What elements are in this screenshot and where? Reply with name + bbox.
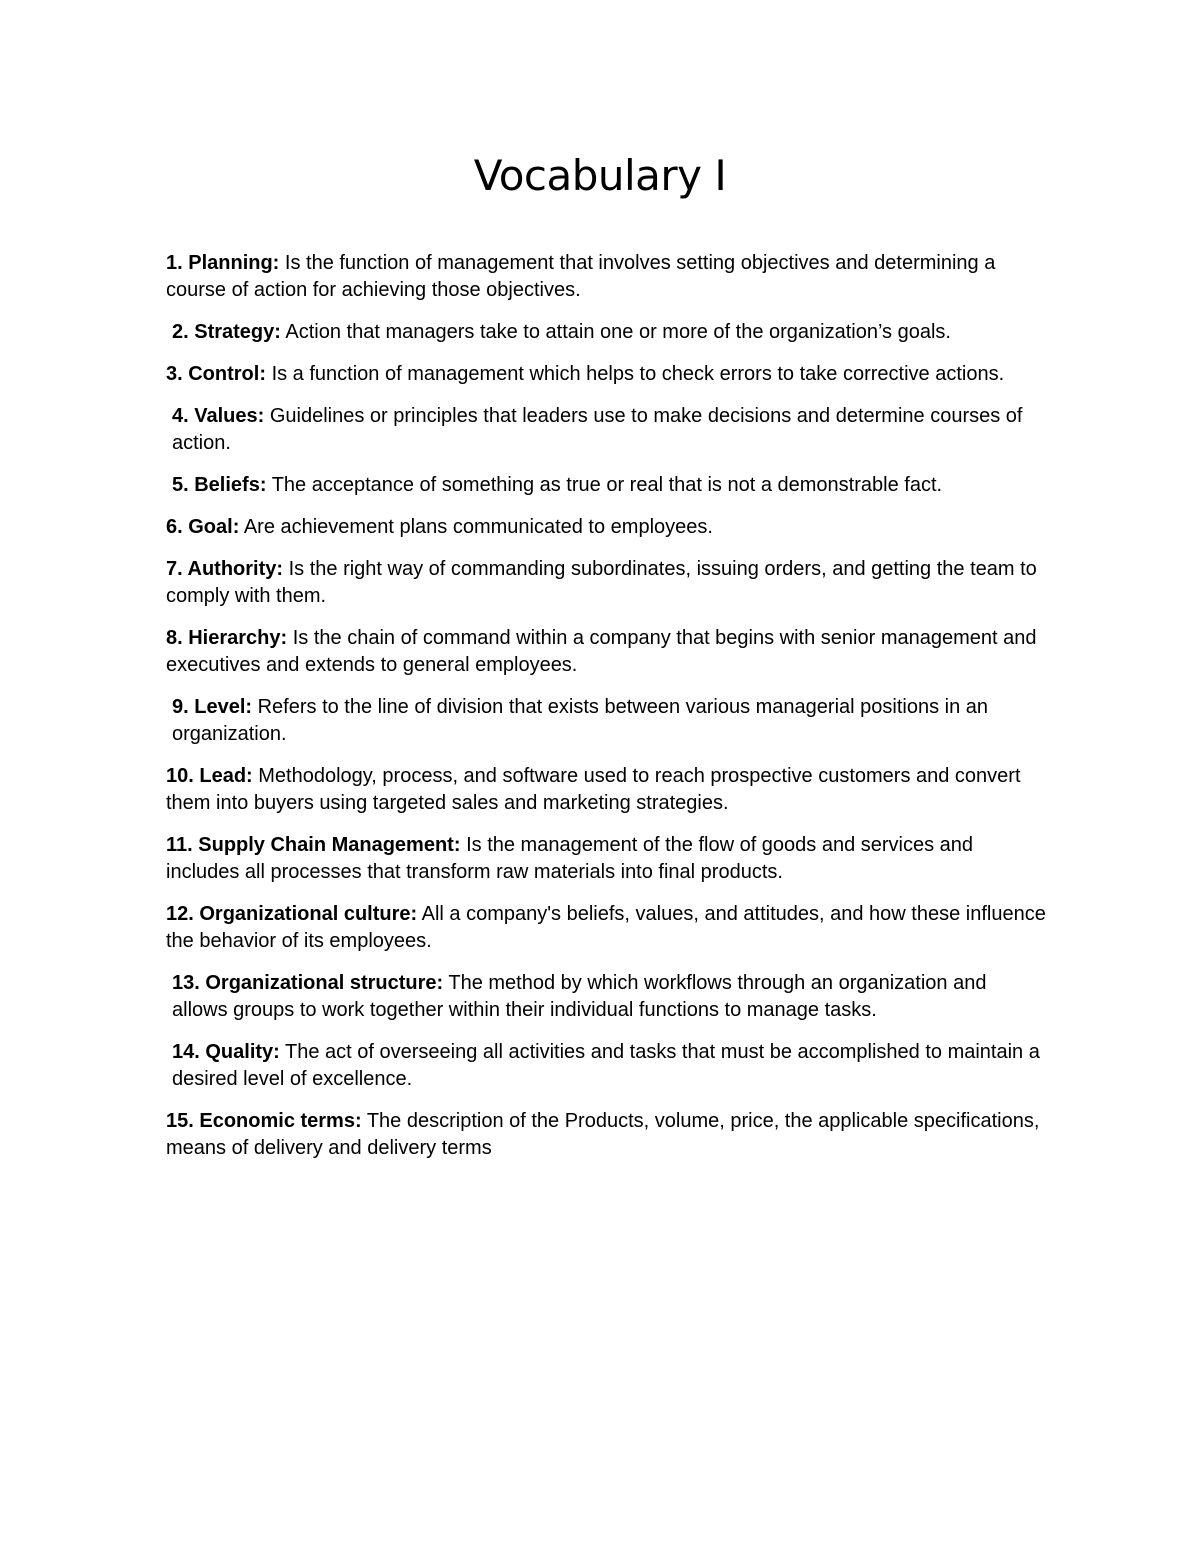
vocabulary-definition: Refers to the line of division that exists between various managerial positions in an organization. xyxy=(172,696,989,745)
vocabulary-term: 1. Planning: xyxy=(166,252,280,274)
vocabulary-definition: Is the function of management that involves setting objectives and determining a course of action for achieving those objectives. xyxy=(166,252,996,301)
vocabulary-definition: Is a function of management which helps to check errors to take corrective actions. xyxy=(271,363,1005,385)
vocabulary-list xyxy=(166,250,1046,1177)
vocabulary-term: 13. Organizational structure: xyxy=(172,972,444,994)
vocabulary-entry xyxy=(166,1039,1046,1093)
vocabulary-definition: Methodology, process, and software used to reach prospective customers and convert them into buyers using targeted sales and marketing strategies. xyxy=(166,765,1021,814)
vocabulary-entry xyxy=(166,901,1046,955)
vocabulary-definition: The acceptance of something as true or real that is not a demonstrable fact. xyxy=(271,474,943,496)
vocabulary-entry xyxy=(166,319,1046,346)
vocabulary-entry xyxy=(166,1108,1046,1162)
vocabulary-term: 9. Level: xyxy=(172,696,253,718)
vocabulary-term: 10. Lead: xyxy=(166,765,253,787)
vocabulary-term: 3. Control: xyxy=(166,363,266,385)
vocabulary-definition: Action that managers take to attain one or more of the organization’s goals. xyxy=(285,321,951,343)
vocabulary-definition: The act of overseeing all activities and tasks that must be accomplished to maintain a desired level of excellence. xyxy=(172,1041,1040,1090)
vocabulary-term: 14. Quality: xyxy=(172,1041,280,1063)
vocabulary-entry xyxy=(166,250,1046,304)
vocabulary-definition: All a company's beliefs, values, and attitudes, and how these influence the behavior of its employees. xyxy=(166,903,1046,952)
vocabulary-entry xyxy=(166,361,1046,388)
vocabulary-term: 11. Supply Chain Management: xyxy=(166,834,461,856)
vocabulary-entry xyxy=(166,763,1046,817)
vocabulary-definition: The method by which workflows through an organization and allows groups to work together within their individual functions to manage tasks. xyxy=(172,972,987,1021)
vocabulary-definition: The description of the Products, volume, price, the applicable specifications, means of delivery and delivery terms xyxy=(166,1110,1040,1159)
vocabulary-definition: Are achievement plans communicated to employees. xyxy=(243,516,713,538)
vocabulary-entry xyxy=(166,970,1046,1024)
vocabulary-definition: Is the management of the flow of goods and services and includes all processes that transform raw materials into final products. xyxy=(166,834,974,883)
page-title: Vocabulary I xyxy=(473,151,727,200)
vocabulary-definition: Is the chain of command within a company that begins with senior management and executives and extends to general employees. xyxy=(166,627,1037,676)
vocabulary-entry xyxy=(166,514,1046,541)
vocabulary-term: 12. Organizational culture: xyxy=(166,903,418,925)
vocabulary-entry xyxy=(166,403,1046,457)
vocabulary-term: 6. Goal: xyxy=(166,516,240,538)
vocabulary-term: 15. Economic terms: xyxy=(166,1110,362,1132)
vocabulary-definition: Is the right way of commanding subordinates, issuing orders, and getting the team to comply with them. xyxy=(166,558,1037,607)
vocabulary-term: 8. Hierarchy: xyxy=(166,627,288,649)
vocabulary-entry xyxy=(166,472,1046,499)
vocabulary-term: 7. Authority: xyxy=(166,558,284,580)
vocabulary-entry xyxy=(166,625,1046,679)
vocabulary-entry xyxy=(166,694,1046,748)
vocabulary-definition: Guidelines or principles that leaders use to make decisions and determine courses of action. xyxy=(172,405,1023,454)
vocabulary-term: 4. Values: xyxy=(172,405,265,427)
vocabulary-entry xyxy=(166,832,1046,886)
vocabulary-term: 2. Strategy: xyxy=(172,321,281,343)
vocabulary-entry xyxy=(166,556,1046,610)
vocabulary-term: 5. Beliefs: xyxy=(172,474,267,496)
